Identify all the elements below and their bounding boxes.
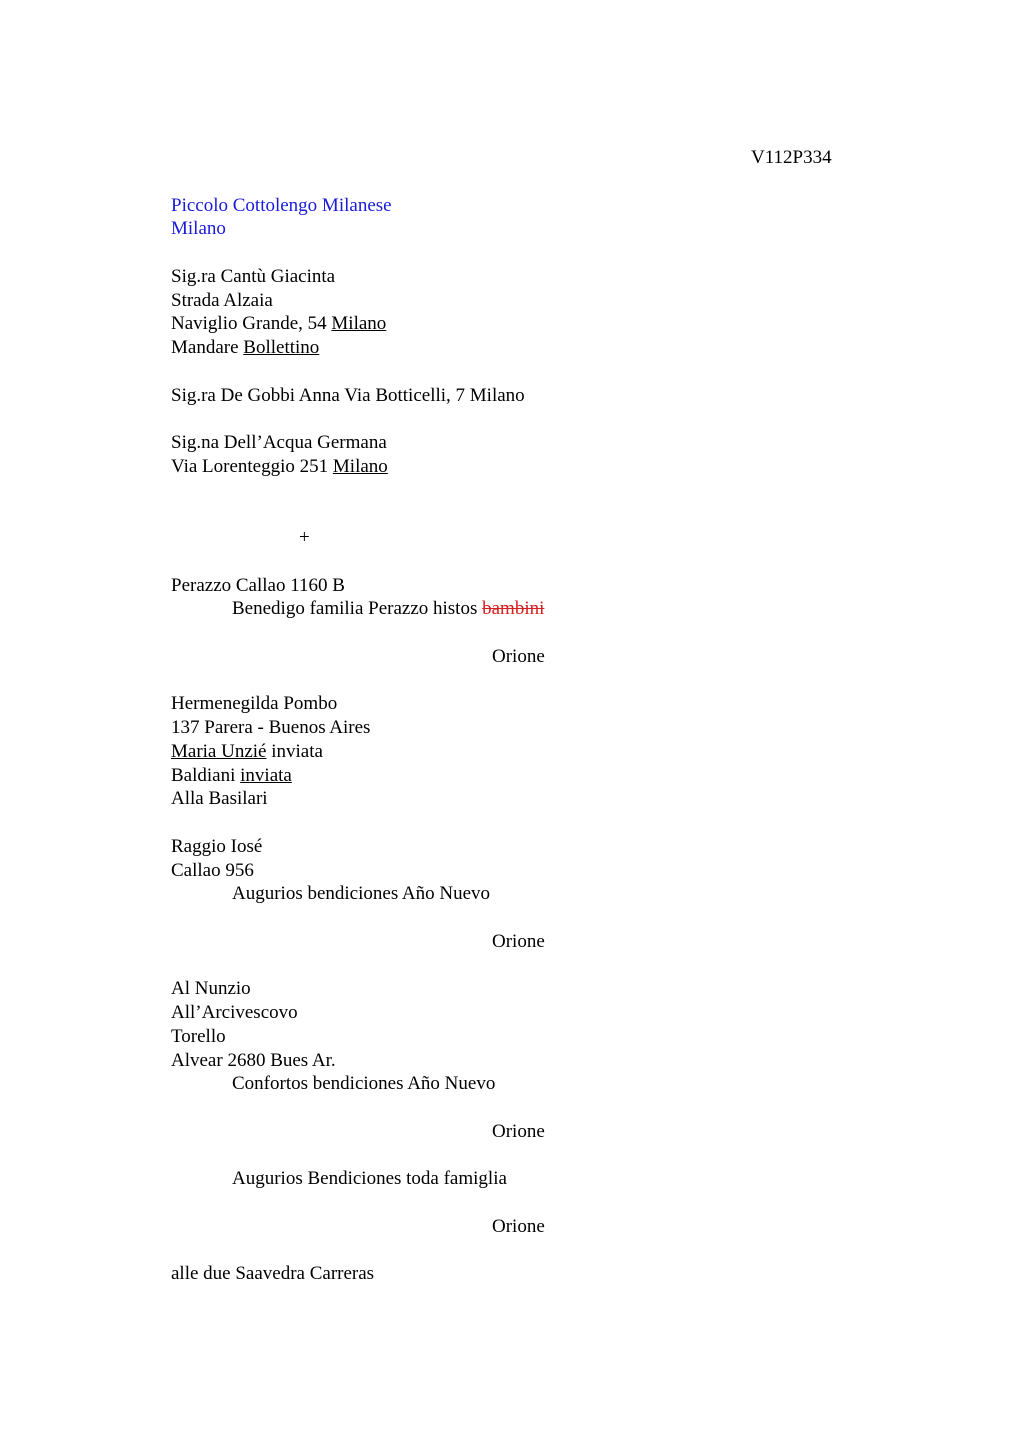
pombo-baldiani	[171, 764, 292, 788]
signature-orione: Orione	[492, 1216, 545, 1237]
signature-orione: Orione	[492, 931, 545, 952]
pombo-unzie-name: Maria Unzié	[171, 741, 267, 762]
dellacqua-name: Sig.na Dell’Acqua Germana	[171, 432, 387, 453]
pombo-unzie-status: inviata	[266, 741, 323, 762]
pombo-name: Hermenegilda Pombo	[171, 693, 338, 714]
cantu-address-text: Naviglio Grande, 54	[171, 313, 332, 334]
cantu-name: Sig.ra Cantù Giacinta	[171, 266, 336, 287]
raggio-message: Augurios bendiciones Año Nuevo	[232, 883, 491, 904]
footer-line: alle due Saavedra Carreras	[171, 1263, 375, 1284]
org-name: Piccolo Cottolengo Milanese	[171, 195, 392, 216]
pombo-baldiani-status: inviata	[240, 765, 292, 786]
cross-mark: +	[299, 527, 310, 548]
org-city: Milano	[171, 218, 226, 239]
nunzio-line1: Al Nunzio	[171, 978, 251, 999]
dellacqua-address-text: Via Lorenteggio 251	[171, 456, 333, 477]
cantu-note	[171, 336, 319, 360]
page-reference: V112P334	[751, 147, 832, 168]
nunzio-message: Confortos bendiciones Año Nuevo	[232, 1073, 496, 1094]
perazzo-struck-word: bambini	[482, 598, 545, 619]
degobbi-address: Sig.ra De Gobbi Anna Via Botticelli, 7 Milano	[171, 385, 525, 406]
pombo-baldiani-name: Baldiani	[171, 765, 241, 786]
dellacqua-address	[171, 455, 388, 479]
cantu-street: Strada Alzaia	[171, 290, 273, 311]
cantu-note-text: Mandare	[171, 337, 244, 358]
cantu-address	[171, 312, 386, 336]
raggio-name: Raggio Iosé	[171, 836, 263, 857]
dellacqua-city: Milano	[332, 456, 388, 477]
pombo-unzie	[171, 740, 323, 764]
perazzo-message-text: Benedigo familia Perazzo histos	[232, 598, 483, 619]
raggio-address: Callao 956	[171, 860, 254, 881]
perazzo-message	[232, 597, 544, 621]
nunzio-address: Alvear 2680 Bues Ar.	[171, 1050, 336, 1071]
perazzo-address: Perazzo Callao 1160 B	[171, 575, 345, 596]
cantu-city: Milano	[331, 313, 387, 334]
nunzio-line3: Torello	[171, 1026, 226, 1047]
famiglia-message: Augurios Bendiciones toda famiglia	[232, 1168, 507, 1189]
pombo-address: 137 Parera - Buenos Aires	[171, 717, 371, 738]
nunzio-line2: All’Arcivescovo	[171, 1002, 298, 1023]
cantu-note-underlined: Bollettino	[243, 337, 320, 358]
signature-orione: Orione	[492, 646, 545, 667]
signature-orione: Orione	[492, 1121, 545, 1142]
pombo-basilari: Alla Basilari	[171, 788, 268, 809]
